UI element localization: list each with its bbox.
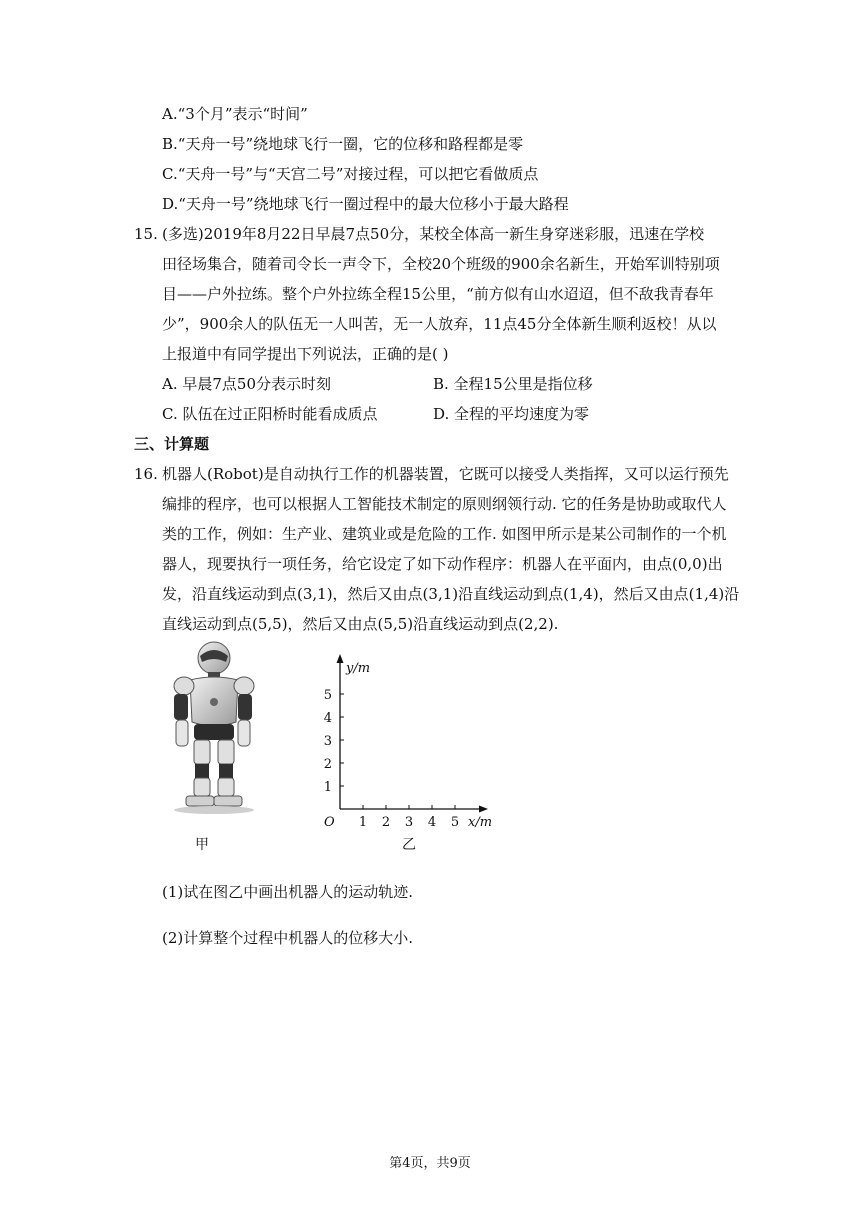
q15-option-d: D. 全程的平均速度为零	[433, 405, 590, 423]
prev-option-a: A.“3个月”表示“时间”	[162, 105, 308, 123]
figure-caption-jia: 甲	[195, 837, 209, 853]
q16-line-6: 直线运动到点(5,5)，然后又由点(5,5)沿直线运动到点(2,2).	[162, 615, 559, 633]
x-axis-label: x/m	[468, 815, 493, 830]
q16-line-4: 器人，现要执行一项任务，给它设定了如下动作程序：机器人在平面内，由点(0,0)出	[162, 555, 723, 573]
q15-line-4: 少”，900余人的队伍无一人叫苦，无一人放弃，11点45分全体新生顺利返校！从以	[162, 315, 717, 333]
prev-option-b: B.“天舟一号”绕地球飞行一圈，它的位移和路程都是零	[162, 135, 524, 153]
y-tick-label: 1	[323, 780, 332, 795]
prev-option-d: D.“天舟一号”绕地球飞行一圈过程中的最大位移小于最大路程	[162, 195, 569, 213]
x-tick-label: 4	[427, 815, 437, 830]
robot-image	[162, 640, 262, 818]
q15-option-a: A. 早晨7点50分表示时刻	[162, 375, 331, 393]
figure-caption-yi: 乙	[402, 837, 416, 853]
q16-line-5: 发，沿直线运动到点(3,1)，然后又由点(3,1)沿直线运动到点(1,4)，然后又由点(1,4)沿	[162, 585, 740, 603]
q15-option-c: C. 队伍在过正阳桥时能看成质点	[162, 405, 378, 423]
y-tick-label: 4	[323, 711, 332, 726]
q16-line-2: 编排的程序，也可以根据人工智能技术制定的原则纲领行动. 它的任务是协助或取代人	[162, 495, 727, 513]
q16-number: 16.	[134, 465, 158, 483]
y-tick-label: 5	[323, 688, 332, 703]
q15-line-5: 上报道中有同学提出下列说法，正确的是( )	[162, 345, 449, 363]
q16-sub-2: (2)计算整个过程中机器人的位移大小.	[162, 929, 414, 947]
page-footer: 第4页，共9页	[389, 1156, 471, 1171]
y-tick-label: 3	[323, 734, 332, 749]
coordinate-axes	[312, 650, 512, 850]
q16-line-1: 机器人(Robot)是自动执行工作的机器装置，它既可以接受人类指挥，又可以运行预先	[162, 465, 729, 483]
y-axis-label: y/m	[346, 661, 371, 676]
y-tick-label: 2	[323, 757, 332, 772]
q15-line-2: 田径场集合，随着司令长一声令下，全校20个班级的900余名新生，开始军训特别项	[162, 255, 720, 273]
x-tick-label: 1	[358, 815, 368, 830]
q16-line-3: 类的工作，例如：生产业、建筑业或是危险的工作. 如图甲所示是某公司制作的一个机	[162, 525, 727, 543]
prev-option-c: C.“天舟一号”与“天宫二号”对接过程，可以把它看做质点	[162, 165, 539, 183]
x-tick-label: 3	[404, 815, 414, 830]
q15-option-b: B. 全程15公里是指位移	[433, 375, 593, 393]
q16-sub-1: (1)试在图乙中画出机器人的运动轨迹.	[162, 883, 414, 901]
q15-line-1: (多选)2019年8月22日早晨7点50分，某校全体高一新生身穿迷彩服，迅速在学校	[162, 225, 705, 243]
x-tick-label: 2	[381, 815, 391, 830]
origin-label: O	[324, 815, 335, 830]
section-heading: 三、计算题	[134, 435, 210, 453]
x-tick-label: 5	[450, 815, 460, 830]
q15-number: 15.	[134, 225, 158, 243]
q15-line-3: 目——户外拉练。整个户外拉练全程15公里，“前方似有山水迢迢，但不敌我青春年	[162, 285, 714, 303]
